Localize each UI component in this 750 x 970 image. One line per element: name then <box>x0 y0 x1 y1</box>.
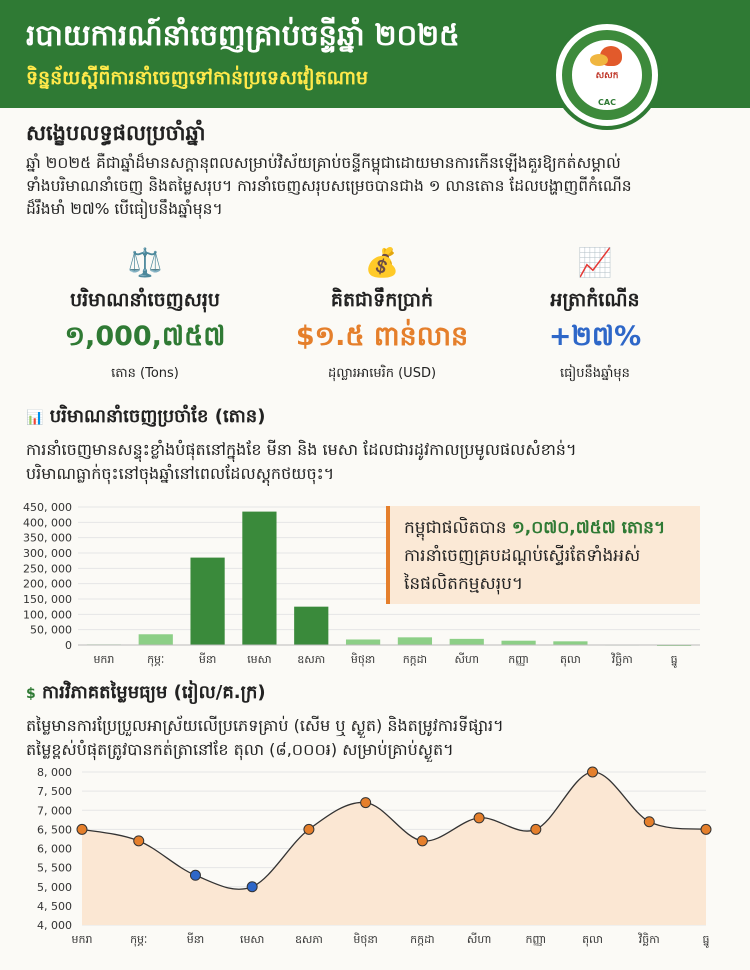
stat-unit: តោន (Tons) <box>111 366 179 381</box>
y-tick-label: 150, 000 <box>23 593 72 606</box>
y-tick-label: 6, 000 <box>37 842 72 856</box>
data-point <box>361 798 371 808</box>
price-title: ការវិភាគតម្លៃមធ្យម (រៀល/គ.ក្រ) <box>42 682 266 703</box>
data-point <box>644 817 654 827</box>
data-point <box>77 824 87 834</box>
bar <box>398 637 432 645</box>
stat-total-value <box>267 246 497 384</box>
money-bag-icon: 💰 <box>364 246 400 279</box>
callout-prefix: កម្ពុជាផលិតបាន <box>404 518 507 538</box>
stat-value: +២៧% <box>548 321 642 352</box>
x-tick-label: មករា <box>93 653 115 666</box>
stat-label: អត្រាកំណើន <box>550 289 640 311</box>
x-tick-label: ធ្នូ <box>702 933 710 946</box>
y-tick-label: 7, 500 <box>37 785 72 799</box>
y-tick-label: 4, 000 <box>37 919 72 932</box>
bar <box>450 639 484 645</box>
data-point <box>531 824 541 834</box>
x-tick-label: វិច្ឆិកា <box>638 933 660 946</box>
callout-value: ១,០៧០,៧៥៧ តោន។ <box>511 518 666 538</box>
cashew-nut-icon <box>590 54 608 66</box>
x-tick-label: កញ្ញា <box>525 933 547 946</box>
price-title-row <box>26 680 266 707</box>
callout-line-2: ការនាំចេញគ្របដណ្តប់ស្ទើរតែទាំងអស់ <box>404 546 641 566</box>
x-tick-label: កុម្ភៈ <box>147 653 165 666</box>
y-tick-label: 5, 000 <box>37 880 72 894</box>
y-tick-label: 4, 500 <box>37 899 72 913</box>
x-tick-label: មិថុនា <box>353 933 378 946</box>
summary-line-1: ឆ្នាំ ២០២៥ គឺជាឆ្នាំដ៏មានសក្តានុពលសម្រាប់វិស័យគ្រាប់ចន្ទីកម្ពុជាដោយមានការកើនឡើងគួរឱ្យកត់សម្គាល់ <box>26 154 621 172</box>
stat-label: បរិមាណនាំចេញសរុប <box>70 289 220 311</box>
y-tick-label: 6, 500 <box>37 823 72 837</box>
dollar-icon: $ <box>26 686 36 702</box>
y-tick-label: 50, 000 <box>30 623 72 637</box>
stat-unit: ធៀបនឹងឆ្នាំមុន <box>560 366 630 381</box>
stat-label: គិតជាទឹកប្រាក់ <box>330 289 434 311</box>
stat-unit: ដុល្លារអាមេរិក (USD) <box>327 366 437 381</box>
x-tick-label: មីនា <box>198 653 217 666</box>
x-tick-label: កញ្ញា <box>508 653 529 666</box>
chart-up-icon: 📈 <box>577 246 613 279</box>
x-tick-label: ឧសភា <box>294 933 323 946</box>
data-point <box>588 767 598 777</box>
logo-caption: CAC <box>598 98 616 107</box>
price-desc-1: តម្លៃមានការប្រែប្រួលអាស្រ័យលើប្រភេទគ្រាប់ (សើម ឬ ស្ងួត) និងតម្រូវការទីផ្សារ។ <box>26 716 504 735</box>
summary-line-3: ដ៏រឹងមាំ ២៧% បើធៀបនឹងឆ្នាំមុន។ <box>26 200 223 218</box>
stat-value: $១.៥ ពាន់លាន <box>295 321 469 352</box>
data-point <box>134 836 144 846</box>
bar <box>346 639 380 645</box>
y-tick-label: 350, 000 <box>23 531 72 545</box>
x-tick-label: កក្កដា <box>410 933 435 946</box>
cac-logo <box>552 20 662 130</box>
monthly-title-row <box>26 404 265 431</box>
logo-text: សសក <box>595 71 619 81</box>
y-tick-label: 5, 500 <box>37 861 72 875</box>
y-tick-label: 300, 000 <box>23 547 72 560</box>
monthly-desc-2: បរិមាណធ្លាក់ចុះនៅចុងឆ្នាំនៅពេលដែលស្តុកថយចុះ។ <box>26 464 335 483</box>
monthly-desc-1: ការនាំចេញមានសន្ទុះខ្លាំងបំផុតនៅក្នុងខែ មីនា និង មេសា ដែលជារដូវកាលប្រមូលផលសំខាន់។ <box>26 440 577 459</box>
production-callout <box>386 506 700 604</box>
bar <box>553 641 587 645</box>
x-tick-label: មេសា <box>247 653 272 666</box>
bar <box>242 512 276 645</box>
price-desc-2: តម្លៃខ្ពស់បំផុតត្រូវបានកត់ត្រានៅខែ តុលា (៨,០០០៛) សម្រាប់គ្រាប់ស្ងួត។ <box>26 740 454 759</box>
y-tick-label: 0 <box>65 639 72 652</box>
stat-total-volume <box>30 246 260 384</box>
x-tick-label: តុលា <box>559 653 581 666</box>
x-tick-label: មេសា <box>239 933 265 946</box>
x-tick-label: មករា <box>71 933 93 946</box>
y-tick-label: 7, 000 <box>37 804 72 818</box>
data-point <box>417 836 427 846</box>
stat-value: ១,000,៧៥៧ <box>64 321 226 352</box>
monthly-title: បរិមាណនាំចេញប្រចាំខែ (តោន) <box>49 406 266 427</box>
summary-title: សង្ខេបលទ្ធផលប្រចាំឆ្នាំ <box>26 121 206 145</box>
x-tick-label: ធ្នូ <box>670 653 678 666</box>
x-tick-label: កុម្ភៈ <box>130 933 148 946</box>
scale-icon: ⚖️ <box>127 246 163 279</box>
data-point <box>304 824 314 834</box>
x-tick-label: វិច្ឆិកា <box>611 653 633 666</box>
data-point <box>474 813 484 823</box>
x-tick-label: សីហា <box>454 653 479 666</box>
y-tick-label: 8, 000 <box>37 766 72 779</box>
y-tick-label: 400, 000 <box>23 516 72 530</box>
y-tick-label: 450, 000 <box>23 501 72 514</box>
price-area-chart <box>0 760 750 970</box>
report-title: របាយការណ៍នាំចេញគ្រាប់ចន្ទីឆ្នាំ ២០២៥ <box>26 18 460 52</box>
y-tick-label: 200, 000 <box>23 577 72 591</box>
data-point <box>701 824 711 834</box>
x-tick-label: តុលា <box>582 933 604 946</box>
stat-growth <box>480 246 710 384</box>
bar <box>294 607 328 645</box>
bar <box>190 558 224 645</box>
x-tick-label: សីហា <box>466 933 492 946</box>
data-point <box>247 882 257 892</box>
callout-line-3: នៃផលិតកម្មសរុប។ <box>404 574 524 594</box>
x-tick-label: មីនា <box>186 933 205 946</box>
bar-chart-icon: 📊 <box>26 410 44 426</box>
x-tick-label: ឧសភា <box>297 653 326 666</box>
summary-line-2: ទាំងបរិមាណនាំចេញ និងតម្លៃសរុប។ ការនាំចេញសរុបសម្រេចបានជាង ១ លានតោន ដែលបង្ហាញពីកំណើន <box>26 177 632 195</box>
y-tick-label: 100, 000 <box>23 608 72 622</box>
x-tick-label: មិថុនា <box>350 653 376 666</box>
x-tick-label: កក្កដា <box>402 653 428 666</box>
y-tick-label: 250, 000 <box>23 562 72 576</box>
report-subtitle: ទិន្នន័យស្តីពីការនាំចេញទៅកាន់ប្រទេសវៀតណាម <box>26 67 369 89</box>
data-point <box>190 870 200 880</box>
bar <box>501 641 535 645</box>
bar <box>139 634 173 645</box>
